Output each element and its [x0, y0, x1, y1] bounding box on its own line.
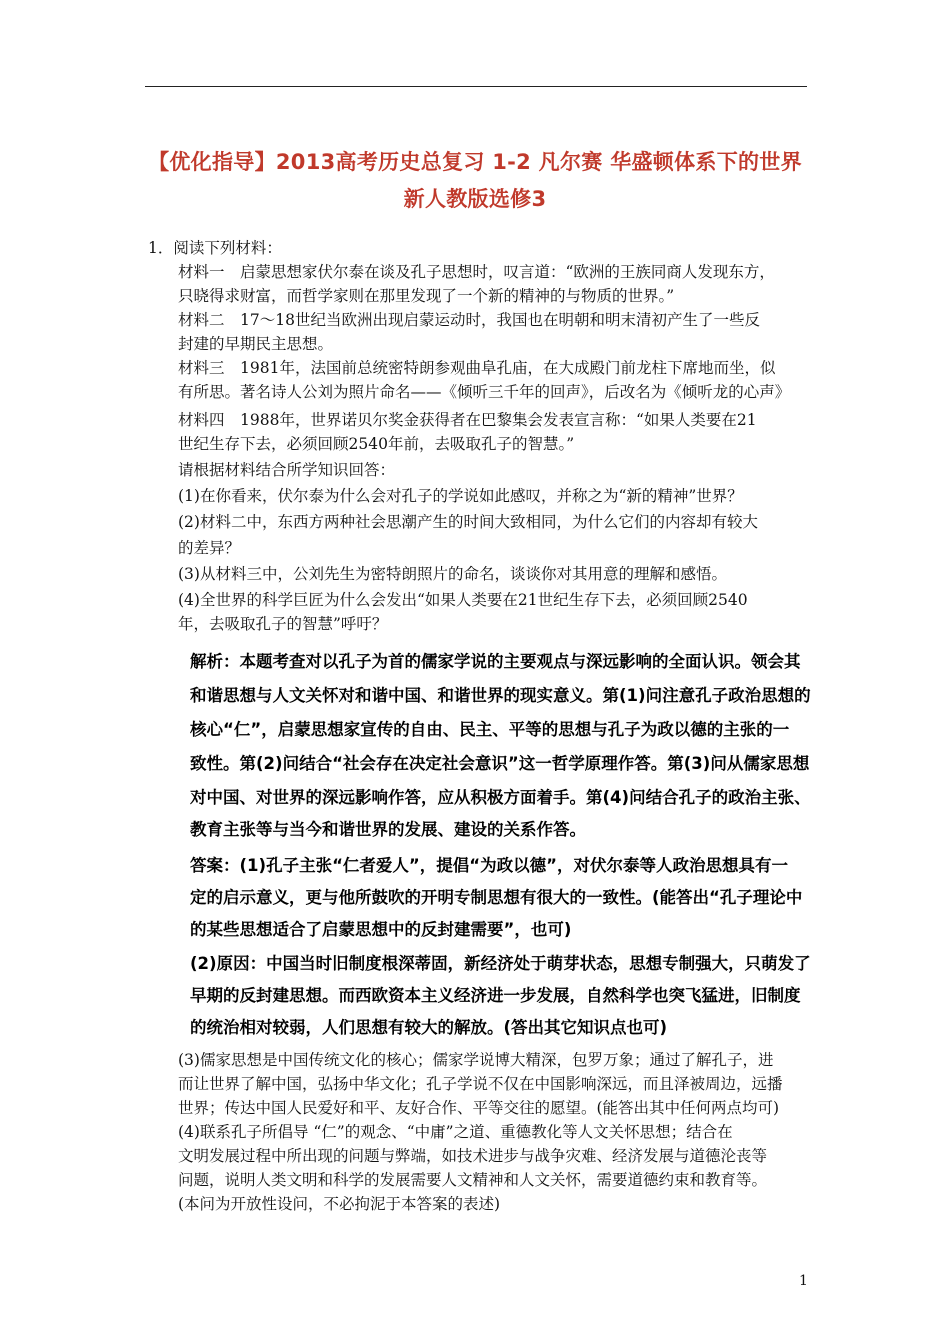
subquestion-line: (2)材料二中，东西方两种社会思潮产生的时间大致相同，为什么它们的内容却有较大 [178, 513, 758, 531]
document-title-line-2: 新人教版选修3 [403, 187, 547, 211]
answer-line: (本问为开放性设问，不必拘泥于本答案的表述) [178, 1195, 501, 1213]
question-heading: 1．阅读下列材料： [148, 239, 282, 257]
analysis-line: 对中国、对世界的深远影响作答，应从积极方面着手。第(4)问结合孔子的政治主张、 [190, 788, 811, 807]
material-line: 封建的早期民主思想。 [178, 335, 334, 353]
material-line: 材料三 1981年，法国前总统密特朗参观曲阜孔庙，在大成殿门前龙柱下席地而坐，似 [178, 359, 776, 377]
analysis-line: 和谐思想与人文关怀对和谐中国、和谐世界的现实意义。第(1)问注意孔子政治思想的 [190, 686, 811, 705]
answer-line: (3)儒家思想是中国传统文化的核心；儒家学说博大精深，包罗万象；通过了解孔子，进 [178, 1051, 774, 1069]
instruction-line: 请根据材料结合所学知识回答： [178, 461, 396, 479]
subquestion-line: 年，去吸取孔子的智慧”呼吁？ [178, 615, 388, 633]
subquestion-line: 的差异？ [178, 539, 241, 557]
material-line: 材料一 启蒙思想家伏尔泰在谈及孔子思想时，叹言道：“欧洲的王族同商人发现东方， [178, 263, 775, 281]
answer-line: 而让世界了解中国，弘扬中华文化；孔子学说不仅在中国影响深远，而且泽被周边，远播 [178, 1075, 783, 1093]
material-line: 有所思。著名诗人公刘为照片命名——《倾听三千年的回声》，后改名为《倾听龙的心声》 [178, 383, 791, 401]
subquestion-line: (1)在你看来，伏尔泰为什么会对孔子的学说如此感叹，并称之为“新的精神”世界？ [178, 487, 743, 505]
answer-line: 文明发展过程中所出现的问题与弊端，如技术进步与战争灾难、经济发展与道德沦丧等 [178, 1147, 768, 1165]
answer-line: 定的启示意义，更与他所鼓吹的开明专制思想有很大的一致性。(能答出“孔子理论中 [190, 888, 803, 907]
material-line: 世纪生存下去，必须回顾2540年前，去吸取孔子的智慧。” [178, 435, 575, 453]
material-line: 只晓得求财富，而哲学家则在那里发现了一个新的精神的与物质的世界。” [178, 287, 675, 305]
analysis-line: 致性。第(2)问结合“社会存在决定社会意识”这一哲学原理作答。第(3)问从儒家思想 [190, 754, 810, 773]
subquestion-line: (3)从材料三中，公刘先生为密特朗照片的命名，谈谈你对其用意的理解和感悟。 [178, 565, 727, 583]
answer-line: 早期的反封建思想。而西欧资本主义经济进一步发展，自然科学也突飞猛进，旧制度 [190, 986, 801, 1005]
answer-line: 答案：(1)孔子主张“仁者爱人”，提倡“为政以德”，对伏尔泰等人政治思想具有一 [190, 856, 788, 875]
subquestion-line: (4)全世界的科学巨匠为什么会发出“如果人类要在21世纪生存下去，必须回顾2540 [178, 591, 748, 609]
page-number: 1 [799, 1273, 808, 1289]
analysis-line: 教育主张等与当今和谐世界的发展、建设的关系作答。 [190, 820, 586, 839]
material-line: 材料四 1988年，世界诺贝尔奖金获得者在巴黎集会发表宣言称：“如果人类要在21 [178, 411, 757, 429]
answer-line: 世界；传达中国人民爱好和平、友好合作、平等交往的愿望。(能答出其中任何两点均可) [178, 1099, 780, 1117]
answer-line: (4)联系孔子所倡导 “仁”的观念、“中庸”之道、重德教化等人文关怀思想；结合在 [178, 1123, 733, 1141]
answer-line: (2)原因：中国当时旧制度根深蒂固，新经济处于萌芽状态，思想专制强大，只萌发了 [190, 954, 811, 973]
document-title-line-1: 【优化指导】2013高考历史总复习 1-2 凡尔赛 华盛顿体系下的世界 [148, 150, 802, 174]
answer-line: 的统治相对较弱，人们思想有较大的解放。(答出其它知识点也可) [190, 1018, 668, 1037]
analysis-line: 解析：本题考查对以孔子为首的儒家学说的主要观点与深远影响的全面认识。领会其 [190, 652, 801, 671]
header-rule [145, 86, 807, 87]
answer-line: 问题，说明人类文明和科学的发展需要人文精神和人文关怀，需要道德约束和教育等。 [178, 1171, 768, 1189]
analysis-line: 核心“仁”，启蒙思想家宣传的自由、民主、平等的思想与孔子为政以德的主张的一 [190, 720, 790, 739]
material-line: 材料二 17～18世纪当欧洲出现启蒙运动时，我国也在明朝和明末清初产生了一些反 [178, 311, 760, 329]
answer-line: 的某些思想适合了启蒙思想中的反封建需要”，也可) [190, 920, 572, 939]
